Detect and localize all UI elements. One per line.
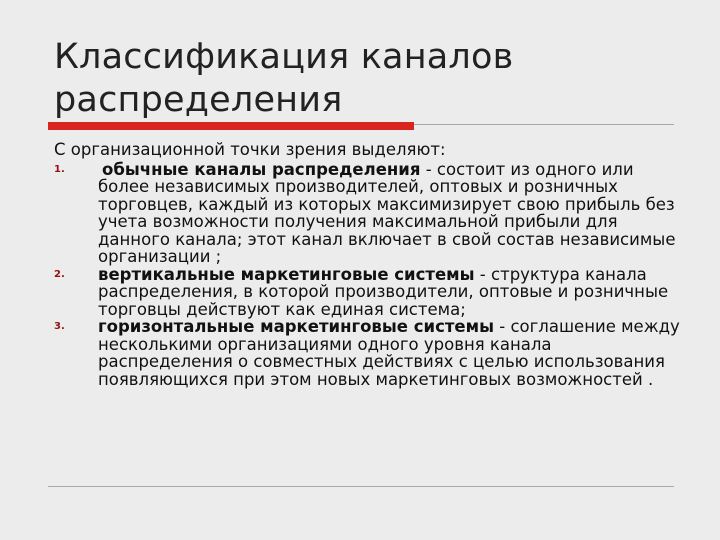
list-item-number: 3. (54, 321, 65, 332)
title-accent-bar (48, 122, 414, 130)
list-item (54, 318, 680, 388)
list-item-description: - состоит из одного или более независимых производителей, оптовых и розничных торговцев, каждый из которых максимизирует свою прибыль без учета возможности получения максимальной прибыли для данного канала; этот канал включает в свой состав независимые организации ; (98, 159, 676, 266)
list-item-term: обычные каналы распределения (102, 159, 421, 179)
list-item-number: 1. (54, 163, 65, 175)
list-item-text (98, 266, 680, 319)
classification-list (54, 161, 680, 389)
list-item-description: - соглашение между несколькими организациями одного уровня канала распределения о совместных действиях с целью использования появляющихся при этом новых маркетинговых возможностей . (98, 317, 680, 389)
list-item-term: вертикальные маркетинговые системы (98, 264, 475, 284)
intro-text: С организационной точки зрения выделяют: (54, 140, 446, 159)
list-item-number: 2. (54, 268, 65, 280)
list-item (54, 266, 680, 319)
list-item-description: - структура канала распределения, в которой производители, оптовые и розничные торговцы действуют как единая система; (98, 264, 669, 319)
list-item-term: горизонтальные маркетинговые системы (98, 317, 495, 336)
slide-body (54, 141, 680, 388)
list-item-text (98, 161, 680, 266)
bottom-divider-line (48, 486, 674, 487)
slide-title: Классификация каналов распределения (54, 37, 514, 120)
list-item (54, 161, 680, 266)
list-item-text (98, 318, 680, 388)
